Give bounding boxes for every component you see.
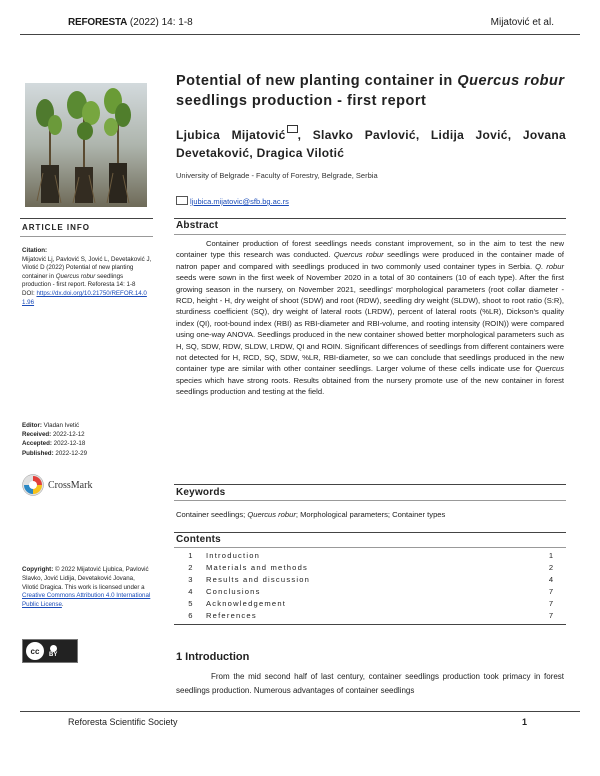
header-rule [20,34,580,35]
accepted-label: Accepted: [22,440,52,448]
email-address[interactable]: ljubica.mijatovic@sfb.bg.ac.rs [190,197,289,206]
dates-block [22,421,152,458]
doi-label: DOI: [22,289,37,297]
by-label: BY [49,651,58,658]
crossmark-icon [22,474,44,496]
toc-page: 7 [548,598,554,608]
received-date: 2022-12-12 [52,431,85,439]
cc-by-badge[interactable] [22,639,78,663]
by-icon [49,645,57,658]
editor-name: Vladan Ivetić [43,422,80,429]
title-text-2: seedlings production - first report [176,93,427,109]
page-number: 1 [522,717,528,727]
citation-text-2: seedlings production - first report. Reforesta 14: 1-8 [22,272,136,289]
keyword-1: Container seedlings; [176,510,248,519]
toc-number: 3 [188,574,194,584]
abstract-species-3: Quercus [535,364,564,374]
toc-row[interactable] [176,597,566,609]
toc-number: 5 [188,598,194,608]
intro-body [176,670,564,698]
keyword-2: Quercus robur [247,510,296,519]
crossmark-label: CrossMark [48,479,93,491]
toc-row[interactable] [176,549,566,561]
keywords-heading: Keywords [176,487,226,498]
envelope-icon[interactable] [287,125,298,133]
author-others: , Slavko Pavlović, Lidija Jović, Jovana Devetaković, Dragica Vilotić [176,128,566,160]
toc-number: 2 [188,562,194,572]
author-list [176,125,566,162]
toc-page: 7 [548,586,554,596]
toc-row[interactable] [176,561,566,573]
keyword-3: ; Morphological parameters; Container types [295,510,446,519]
abstract-text-b: seedlings were produced in the container made of natron paper and compared with seedlings produced in two commonly used container types in Serbia. [176,250,564,271]
abstract-heading: Abstract [176,220,219,231]
intro-heading: 1 Introduction [176,651,250,663]
toc-page: 4 [548,574,554,584]
author-corresponding: Ljubica Mijatović [176,128,286,142]
intro-paragraph: From the mid second half of last century, container seedlings production took primacy in forest seedlings production. Numerous advantages of container seedlings [176,672,564,695]
published-label: Published: [22,449,54,457]
toc-page: 7 [548,610,554,620]
article-title [176,71,566,111]
footer-society: Reforesta Scientific Society [68,717,178,727]
toc-title[interactable]: References [206,610,257,620]
toc-row[interactable] [176,609,566,621]
abstract-rule-2 [174,234,566,235]
toc-number: 4 [188,586,194,596]
running-header-citation [68,17,193,28]
corresponding-email[interactable] [176,196,289,206]
article-info-heading: ARTICLE INFO [22,223,90,232]
journal-name: REFORESTA [68,17,128,28]
toc-page: 1 [548,550,554,560]
contents-heading: Contents [176,534,221,545]
toc-title[interactable]: Acknowledgement [206,598,287,608]
abstract-text-c: seeds were sown in the first week of November 2020 in a total of 30 containers (10 of each type). After the first growing season in the nursery, on November 2021, seedlings' morphological parameters (root collar diameter - RCD, height - H, dry weight of shoot (SDW) and root (RDW), seedling dry weight (SLDW), shoot to root ratio (S:R), sturdiness coefficient (SQ), dry weight of lateral roots (LRDW), percent of lateral roots (%LR), Dickson's quality index (QI), root-bound index (RBI) as RBI-diameter and RBI-volume, and rooting intensity (ROIN)) were compared using one-way ANOVA. Seedlings produced in the new container showed better morphological parameters such as H, SQ, SDW, RDW, SLDW, LRDW, QI and ROIN. Significant differences of seedlings from different containers were not detected for H, RCD, SQ, SDW, %LR, RBI-diameter, so we can conclude that seedlings produced in the new container type are similar with other container seedlings. Larger volume of these cells indicate use for [176,273,564,374]
received-label: Received: [22,431,52,439]
citation-label: Citation: [22,247,48,254]
affiliation: University of Belgrade - Faculty of Forestry, Belgrade, Serbia [176,171,378,180]
journal-citation: (2022) 14: 1-8 [129,17,193,28]
toc-title[interactable]: Introduction [206,550,261,560]
cc-icon: cc [26,642,44,660]
article-info-rule [20,218,153,219]
keywords-rule [174,484,566,485]
seedling-photo [25,83,147,207]
toc-row[interactable] [176,585,566,597]
toc-title[interactable]: Materials and methods [206,562,309,572]
citation-species: Quercus robur [55,272,96,280]
contents-table [176,549,566,621]
toc-title[interactable]: Conclusions [206,586,261,596]
license-link[interactable]: Creative Commons Attribution 4.0 International Public License [22,592,151,609]
citation-text-1: Mijatović Lj, Pavlović S, Jović L, Devetaković J, Vilotić D (2022) Potential of new planting container in [22,255,152,280]
envelope-icon [176,196,188,205]
keywords-rule-2 [174,500,566,501]
abstract-species-2: Q. robur [535,261,564,271]
contents-rule-2 [174,547,566,548]
abstract-species-1: Quercus robur [333,250,384,260]
accepted-date: 2022-12-18 [53,440,86,448]
toc-number: 1 [188,550,194,560]
contents-rule [174,532,566,533]
keywords-list [176,510,445,519]
toc-title[interactable]: Results and discussion [206,574,311,584]
abstract-text-d: species which have strong roots. Results obtained from the nursery promote use of the new container in forest seedlings production and testing at the field. [176,375,564,397]
contents-bottom-rule [174,624,566,625]
abstract-body [176,238,564,398]
abstract-text-a: Container production of forest seedlings needs constant improvement, so in the aim to test the new container type this research was conducted. [176,239,564,260]
toc-row[interactable] [176,573,566,585]
running-header-author: Mijatović et al. [490,17,554,28]
editor-label: Editor: [22,422,42,429]
citation-block [22,247,152,307]
title-text-1: Potential of new planting container in [176,73,458,89]
crossmark-button[interactable] [22,473,92,497]
copyright-text: © 2022 Mijatović Ljubica, Pavlović Slavko, Jović Lidija, Devetaković Jovana, Vilotić Dragica. This work is licensed under a [22,566,149,591]
footer-rule [20,711,580,712]
published-date: 2022-12-29 [55,449,88,457]
toc-number: 6 [188,610,194,620]
doi-link[interactable]: https://dx.doi.org/10.21750/REFOR.14.01.96 [22,289,147,306]
copyright-block: Copyright: © 2022 Mijatović Ljubica, Pavlović Slavko, Jović Lidija, Devetaković Jovana, Vilotić Dragica. This work is licensed under a Creative Commons Attribution 4.0 International Public License. [22,566,151,609]
article-info-rule-2 [20,236,153,237]
toc-page: 2 [548,562,554,572]
seedling-illustration [25,83,147,207]
title-species: Quercus robur [457,73,565,89]
copyright-label: Copyright: [22,566,54,573]
abstract-rule [174,218,566,219]
